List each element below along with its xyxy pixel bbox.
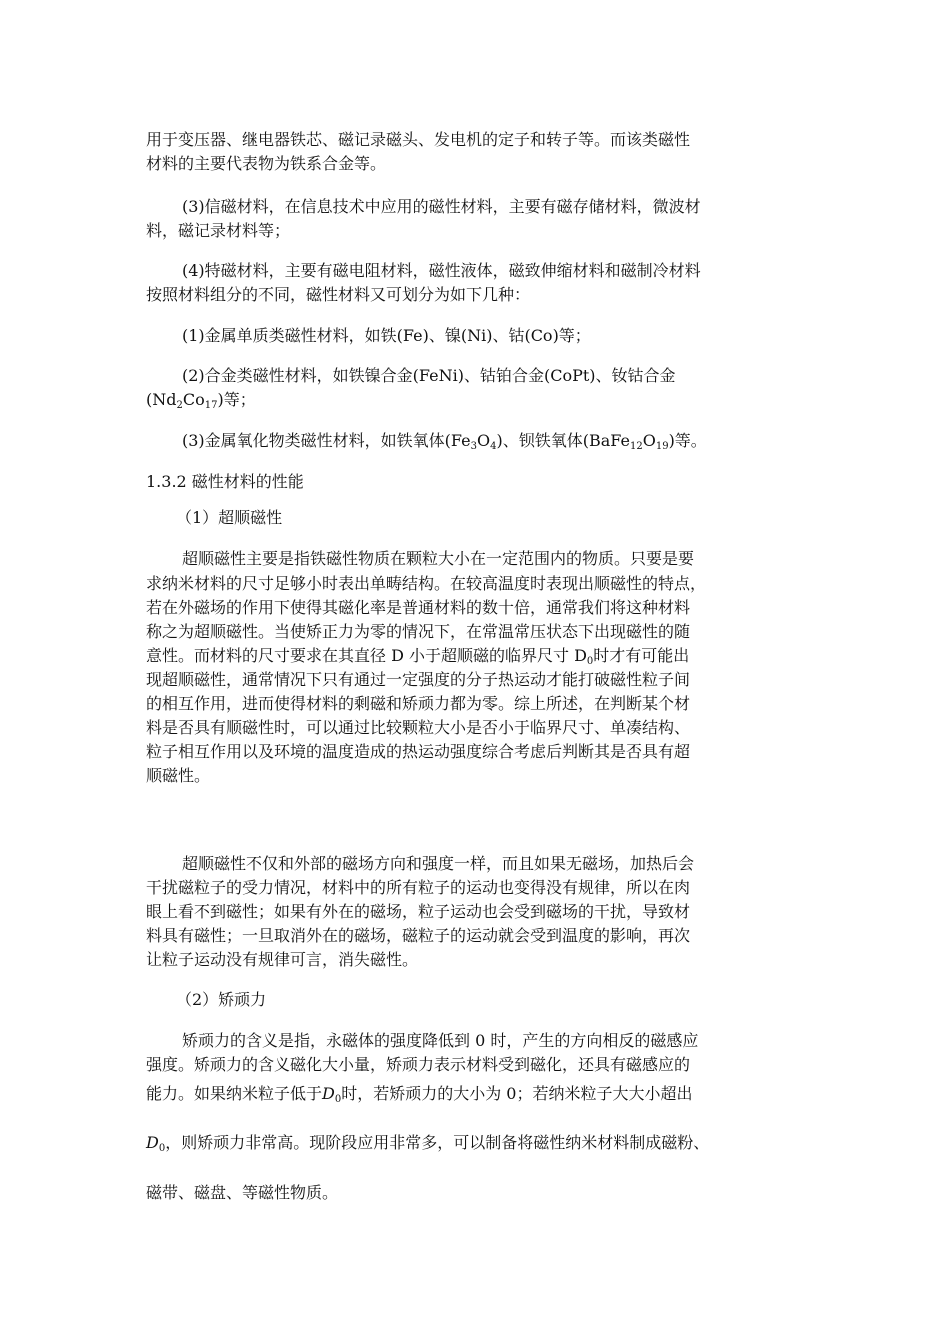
subscript: 17	[204, 400, 218, 411]
paragraph-line: 强度。矫顽力的含义磁化大小量，矫顽力表示材料受到磁化，还具有磁感应的	[146, 1055, 691, 1074]
paragraph-line: (4)特磁材料，主要有磁电阻材料，磁性液体，磁致伸缩材料和磁制冷材料	[182, 261, 701, 280]
paragraph-line: $(Nd_2Co_{17})$等；	[146, 390, 256, 411]
math-symbol: D	[322, 1084, 335, 1103]
paragraph-line: 矫顽力的含义是指，永磁体的强度降低到 0 时，产生的方向相反的磁感应	[182, 1031, 699, 1050]
subscript: 0	[586, 656, 594, 667]
paragraph-line: 超顺磁性主要是指铁磁性物质在颗粒大小在一定范围内的物质。只要是要	[182, 549, 695, 568]
paragraph-line: 料是否具有顺磁性时，可以通过比较颗粒大小是否小于临界尺寸、单凑结构、	[146, 718, 691, 737]
section-heading: 1.3.2 磁性材料的性能	[146, 472, 304, 491]
paragraph-line: 的相互作用，进而使得材料的剩磁和矫顽力都为零。综上所述，在判断某个材	[146, 694, 691, 713]
subscript: 0	[158, 1143, 166, 1154]
paragraph-line: 干扰磁粒子的受力情况，材料中的所有粒子的运动也变得没有规律，所以在肉	[146, 878, 691, 897]
paragraph-line: 料具有磁性；一旦取消外在的磁场，磁粒子的运动就会受到温度的影响，再次	[146, 926, 691, 945]
paragraph-line: 若在外磁场的作用下使得其磁化率是普通材料的数十倍，通常我们将这种材料	[146, 598, 691, 617]
paragraph-line: 粒子相互作用以及环境的温度造成的热运动强度综合考虑后判断其是否具有超	[146, 742, 691, 761]
subsection-heading: （2）矫顽力	[176, 990, 267, 1009]
paragraph-line: 现超顺磁性，通常情况下只有通过一定强度的分子热运动才能打破磁性粒子间	[146, 670, 691, 689]
subscript: 0	[334, 1094, 342, 1105]
subscript: 3	[470, 441, 477, 452]
paragraph-line: 用于变压器、继电器铁芯、磁记录磁头、发电机的定子和转子等。而该类磁性	[146, 130, 691, 149]
subscript: 19	[655, 441, 669, 452]
paragraph-line: 按照材料组分的不同，磁性材料又可划分为如下几种：	[146, 285, 531, 304]
paragraph-line: 料，磁记录材料等；	[146, 221, 291, 240]
subscript: 2	[176, 400, 183, 411]
paragraph-line: 称之为超顺磁性。当使矫正力为零的情况下，在常温常压状态下出现磁性的随	[146, 622, 691, 641]
paragraph-line: $D_0$，则矫顽力非常高。现阶段应用非常多，可以制备将磁性纳米材料制成磁粉、	[146, 1133, 710, 1154]
paragraph-line: 让粒子运动没有规律可言，消失磁性。	[146, 950, 419, 969]
paragraph-line: 顺磁性。	[146, 766, 211, 785]
list-item: (3)金属氧化物类磁性材料，如铁氧体$(Fe_3O_4)$、钡铁氧体$(BaFe_{12}O_{19})$等。	[182, 431, 707, 452]
paragraph-line: 材料的主要代表物为铁系合金等。	[146, 154, 387, 173]
subscript: 4	[490, 441, 497, 452]
paragraph-line: 意性。而材料的尺寸要求在其直径 D 小于超顺磁的临界尺寸 $D_0$时才有可能出	[146, 646, 690, 667]
paragraph-line: 求纳米材料的尺寸足够小时表出单畴结构。在较高温度时表现出顺磁性的特点，	[146, 574, 707, 593]
math-symbol: D	[146, 1133, 159, 1152]
paragraph-line: 磁带、磁盘、等磁性物质。	[146, 1183, 339, 1202]
paragraph-line: 眼上看不到磁性；如果有外在的磁场，粒子运动也会受到磁场的干扰，导致材	[146, 902, 691, 921]
paragraph-line: (3)信磁材料，在信息技术中应用的磁性材料，主要有磁存储材料，微波材	[182, 197, 701, 216]
paragraph-line: 能力。如果纳米粒子低于$D_0$时，若矫顽力的大小为 0；若纳米粒子大大小超出	[146, 1084, 693, 1105]
list-item: (2)合金类磁性材料，如铁镍合金(FeNi)、钴铂合金(CoPt)、钕钴合金	[182, 366, 676, 385]
subsection-heading: （1）超顺磁性	[176, 508, 283, 527]
list-item: (1)金属单质类磁性材料，如铁(Fe)、镍(Ni)、钴(Co)等；	[182, 326, 591, 345]
subscript: 12	[629, 441, 643, 452]
paragraph-line: 超顺磁性不仅和外部的磁场方向和强度一样，而且如果无磁场，加热后会	[182, 854, 695, 873]
